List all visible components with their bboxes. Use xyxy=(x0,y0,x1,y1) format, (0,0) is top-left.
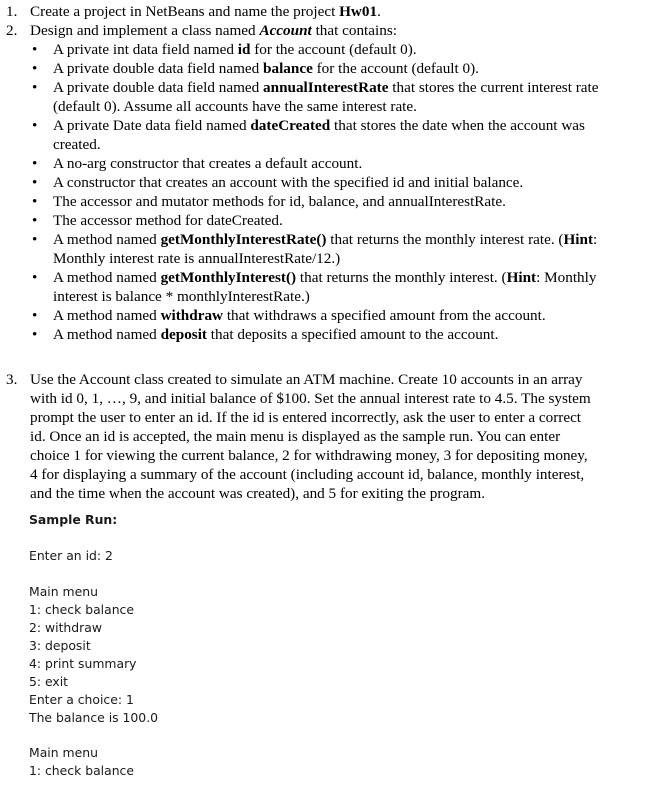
bullet-icon: • xyxy=(32,231,38,248)
bullet-icon: • xyxy=(32,193,38,210)
list-item: • A method named getMonthlyInterest() that returns the monthly interest. (Hint: Monthly interest is balance * monthlyInterestRate.) xyxy=(32,269,597,305)
list-item: • A private int data field named id for the account (default 0). xyxy=(32,41,417,58)
console-line: 2: withdraw xyxy=(29,620,102,635)
list-item: • A private double data field named annualInterestRate that stores the current interest rate (default 0). Assume all accounts have the same interest rate. xyxy=(32,79,599,115)
console-line: 3: deposit xyxy=(29,638,91,653)
console-line: Main menu xyxy=(29,584,98,599)
list-item: • A private Date data field named dateCreated that stores the date when the account was created. xyxy=(32,117,585,153)
main-menu-block-1 xyxy=(29,583,158,727)
bullet-icon: • xyxy=(32,212,38,229)
console-line: Main menu xyxy=(29,745,98,760)
list-item: • The accessor method for dateCreated. xyxy=(32,212,283,229)
enter-id-line: Enter an id: 2 xyxy=(29,548,113,563)
bullet-icon: • xyxy=(32,326,38,343)
list-item: • A method named getMonthlyInterestRate() that returns the monthly interest rate. (Hint: Monthly interest rate is annualInterestRate/12.) xyxy=(32,231,598,267)
class-name: Account xyxy=(259,22,312,39)
instruction-1-text: Create a project in NetBeans and name the project xyxy=(30,3,340,20)
console-line: Enter a choice: 1 xyxy=(29,692,134,707)
instruction-3-text: Use the Account class created to simulate an ATM machine. Create 10 accounts in an array with id 0, 1, …, 9, and initial balance of $100. Set the annual interest rate to 4.5. The system prompt the user to enter an id. If the id is entered incorrectly, ask the user to enter a correct id. Once an id is accepted, the main menu is displayed as the sample run. You can enter choice 1 for viewing the current balance, 2 for withdrawing money, 3 for depositing money, 4 for displaying a summary of the account (including account id, balance, monthly interest, and the time when the account was created), and 5 for exiting the program. xyxy=(30,371,591,502)
project-name: Hw01 xyxy=(339,3,378,20)
bullet-icon: • xyxy=(32,174,38,191)
bullet-icon: • xyxy=(32,117,38,134)
instruction-1-number: 1. xyxy=(6,3,18,20)
instruction-2-text: Design and implement a class named xyxy=(30,22,260,39)
requirements-list xyxy=(0,40,648,344)
bullet-icon: • xyxy=(32,79,38,96)
main-menu-block-2 xyxy=(29,744,134,780)
instruction-2-number: 2. xyxy=(6,22,18,39)
bullet-icon: • xyxy=(32,41,38,58)
list-item: • A private double data field named balance for the account (default 0). xyxy=(32,60,479,77)
list-item: • A method named withdraw that withdraws a specified amount from the account. xyxy=(32,307,546,324)
console-line: 4: print summary xyxy=(29,656,137,671)
instruction-3-number: 3. xyxy=(6,371,18,388)
console-line: 5: exit xyxy=(29,674,69,689)
list-item: • A no-arg constructor that creates a default account. xyxy=(32,155,363,172)
console-line: 1: check balance xyxy=(29,763,134,778)
document-page: 1. Create a project in NetBeans and name the project Hw01. 2. Design and implement a class named Account that contains: • A private int data field named id for the account (default 0). • A private double data field named balance for the account (default 0). • A private double data field named annualInterestRate that stores the current interest rate (default 0). Assume all accounts have the same interest rate. • A private Date data field named dateCreated that stores the date when the account was created. • A no-arg constructor that creates a default account. • A constructor that creates an account with the specified id and initial balance. • The accessor and mutator methods for id, balance, and annualInterestRate. • The accessor method for dateCreated. • A method named getMonthlyInterestRate() that returns the monthly interest rate. (Hint: Monthly interest rate is annualInterestRate/12.) • A method named getMonthlyInterest() that returns the monthly interest. (Hint: Monthly interest is balance * monthlyInterestRate.) • A method named withdraw that withdraws a specified amount from the account. • A method named deposit that deposits a specified amount to the account. 3. Use the Account class created to simulate an ATM machine. Create 10 accounts in an array with id 0, 1, …, 9, and initial balance of $100. Set the annual interest rate to 4.5. The system prompt the user to enter an id. If the id is entered incorrectly, ask the user to enter a correct id. Once an id is accepted, the main menu is displayed as the sample run. You can enter choice 1 for viewing the current balance, 2 for withdrawing money, 3 for depositing money, 4 for displaying a summary of the account (including account id, balance, monthly interest, and the time when the account was created), and 5 for exiting the program. Sample Run: Enter an id: 2 Main menu 1: check balance 2: withdraw 3: deposit 4: print summary 5: exit Enter a choice: 1 The balance is 100.0 Main menu 1: check balance xyxy=(0,0,648,795)
bullet-icon: • xyxy=(32,155,38,172)
console-line: 1: check balance xyxy=(29,602,134,617)
list-item: • A constructor that creates an account with the specified id and initial balance. xyxy=(32,174,524,191)
bullet-icon: • xyxy=(32,269,38,286)
list-item: • A method named deposit that deposits a specified amount to the account. xyxy=(32,326,499,343)
bullet-icon: • xyxy=(32,60,38,77)
list-item: • The accessor and mutator methods for id, balance, and annualInterestRate. xyxy=(32,193,506,210)
console-line: The balance is 100.0 xyxy=(29,710,159,725)
bullet-icon: • xyxy=(32,307,38,324)
sample-run-heading: Sample Run: xyxy=(29,512,118,527)
